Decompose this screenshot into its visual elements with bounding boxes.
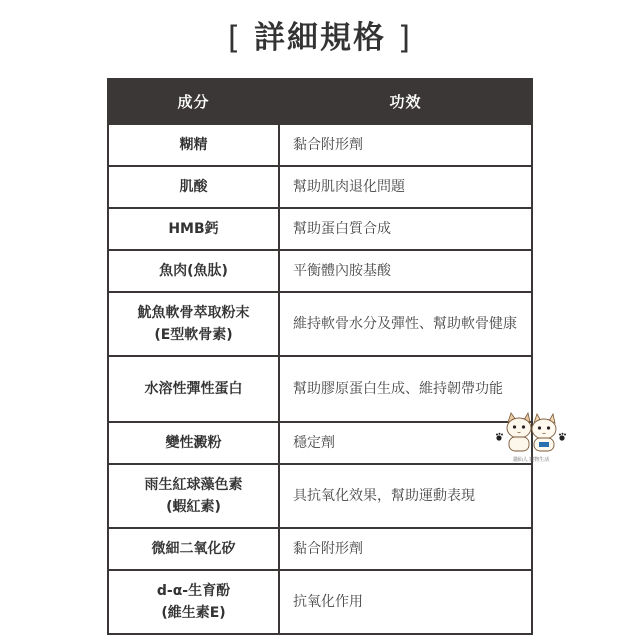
effect-cell: 具抗氧化效果，幫助運動表現 [279,464,532,528]
ingredient-cell [108,250,279,292]
effect-cell: 維持軟骨水分及彈性、幫助軟骨健康 [279,292,532,356]
ingredient-name: (維生素E) [161,605,226,621]
table-row [108,166,532,208]
table-row [108,528,532,570]
table-row [108,124,532,166]
title-close-bracket: ] [398,20,413,56]
effect-cell: 幫助膠原蛋白生成、維持韌帶功能 [279,356,532,422]
ingredient-cell [108,464,279,528]
table-row [108,464,532,528]
table-header-row [108,79,532,124]
table-row [108,250,532,292]
ingredient-name: (E型軟骨素) [154,327,233,343]
ingredient-cell [108,570,279,634]
spec-table-body [108,124,532,634]
watermark-logo [494,408,568,468]
ingredient-name: (蝦紅素) [166,499,221,515]
watermark-text: 貓仙人 寵物生活 [512,457,550,463]
ingredient-name: 水溶性彈性蛋白 [144,381,243,397]
ingredient-cell [108,124,279,166]
table-row [108,292,532,356]
effect-cell: 抗氧化作用 [279,570,532,634]
title-open-bracket: [ [227,20,242,56]
ingredient-name: 魷魚軟骨萃取粉末 [137,305,250,321]
ingredient-name: HMB鈣 [168,221,219,237]
ingredient-name: 糊精 [179,137,208,153]
ingredient-cell [108,292,279,356]
effect-cell: 平衡體內胺基酸 [279,250,532,292]
header-effect: 功效 [279,79,532,124]
page-title [0,12,640,64]
effect-cell: 幫助肌肉退化問題 [279,166,532,208]
effect-cell: 幫助蛋白質合成 [279,208,532,250]
ingredient-name: 魚肉(魚肽) [159,263,228,279]
ingredient-cell [108,356,279,422]
table-row [108,356,532,422]
table-row [108,208,532,250]
effect-cell: 穩定劑 [279,422,532,464]
table-row [108,570,532,634]
spec-table [107,78,533,635]
effect-cell: 黏合附形劑 [279,528,532,570]
ingredient-name: 肌酸 [179,179,208,195]
ingredient-name: 變性澱粉 [165,435,222,451]
ingredient-cell [108,166,279,208]
table-row [108,422,532,464]
cat-mascot-icon [494,408,568,458]
ingredient-cell [108,528,279,570]
ingredient-name: 微細二氧化矽 [151,541,236,557]
title-text: 詳細規格 [254,20,386,56]
ingredient-name: d-α-生育酚 [156,583,231,599]
ingredient-name: 雨生紅球藻色素 [144,477,243,493]
header-ingredient: 成分 [108,79,279,124]
ingredient-cell [108,208,279,250]
ingredient-cell [108,422,279,464]
effect-cell: 黏合附形劑 [279,124,532,166]
